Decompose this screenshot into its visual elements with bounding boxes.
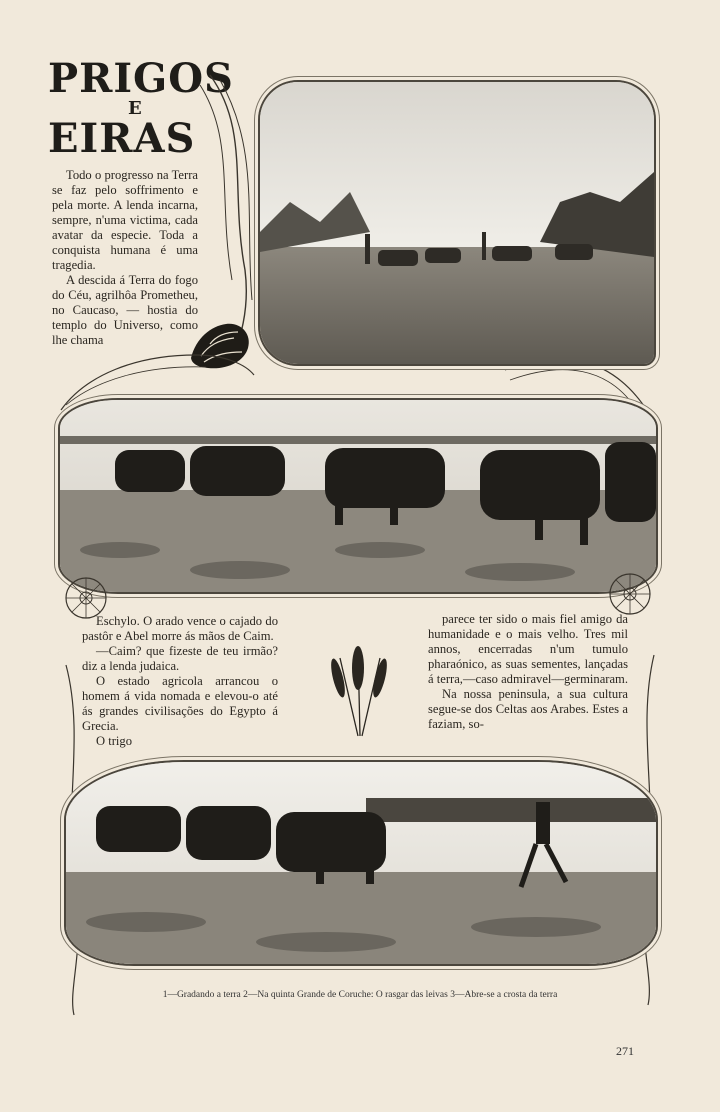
column-a bbox=[52, 168, 198, 348]
column-a-paragraph-2: A descida á Terra do fogo do Céu, agrilhôa Prometheu, no Caucaso, — hostia do templo do Universo, como lhe chama bbox=[52, 273, 198, 347]
photo-harrowing bbox=[258, 80, 656, 366]
column-c-paragraph-2: Na nossa peninsula, a sua cultura segue-se dos Celtas aos Arabes. Estes a faziam, so- bbox=[428, 687, 628, 731]
column-c-paragraph-1: parece ter sido o mais fiel amigo da humanidade e o mais velho. Tres mil annos, encerradas n'um tumulo pharaónico, as suas sementes, lançadas á terra,—caso admiravel—germinaram. bbox=[428, 612, 629, 686]
title-line-1: PRIGOS bbox=[48, 55, 234, 102]
column-b-paragraph-1: Eschylo. O arado vence o cajado do pastôr e Abel morre ás mãos de Caim. bbox=[82, 614, 278, 643]
column-b-paragraph-3: O estado agricola arrancou o homem á vida nomada e elevou-o até ás grandes civilisações do Egypto á Grecia. bbox=[82, 674, 278, 733]
column-b bbox=[82, 614, 278, 749]
title-line-2: E bbox=[128, 98, 143, 119]
photo-breaking-earth-crust bbox=[64, 760, 658, 966]
page-number: 271 bbox=[616, 1044, 634, 1058]
photo-ploughing-coruche bbox=[58, 398, 658, 594]
wheat-ornament bbox=[318, 628, 398, 738]
title-line-3: EIRAS bbox=[48, 115, 196, 162]
column-b-paragraph-4: O trigo bbox=[96, 734, 133, 748]
column-a-paragraph-1: Todo o progresso na Terra se faz pelo soffrimento e pela morte. A lenda incarna, sempre, n'uma victima, cada avatar da especie. Toda a conquista humana é uma tragedia. bbox=[52, 168, 198, 272]
photo-caption: 1—Gradando a terra 2—Na quinta Grande de Coruche: O rasgar das leivas 3—Abre-se a crosta da terra bbox=[162, 990, 558, 1000]
column-c bbox=[428, 612, 628, 732]
column-b-paragraph-2: —Caim? que fizeste de teu irmão? diz a lenda judaica. bbox=[82, 644, 278, 673]
